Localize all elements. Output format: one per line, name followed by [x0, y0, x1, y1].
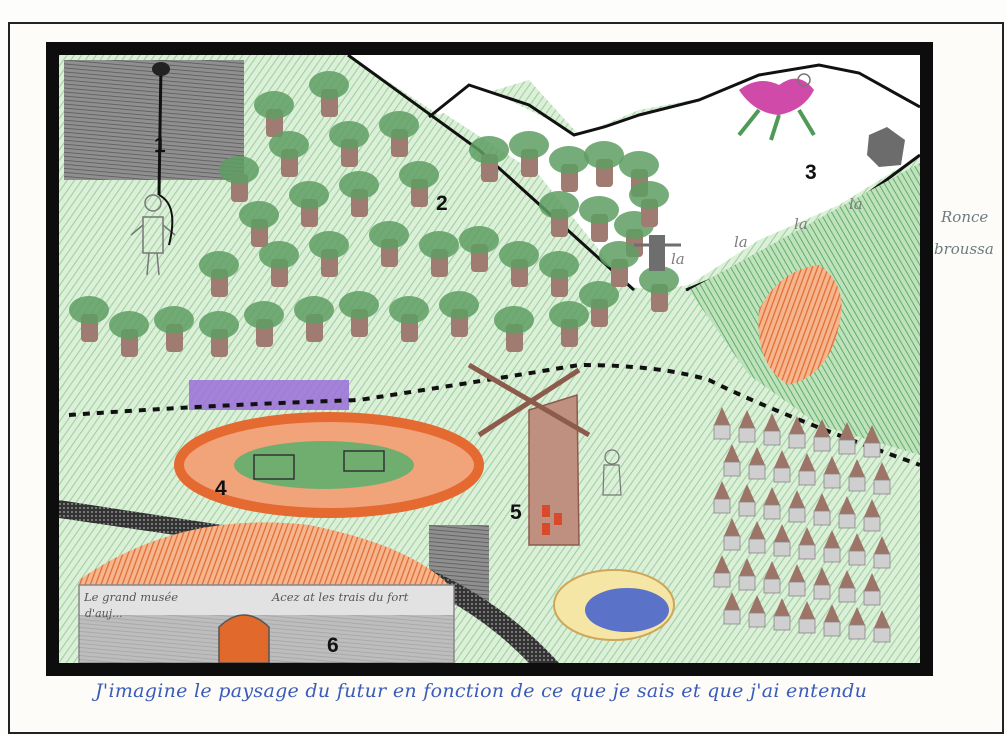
zone-number-2: 2: [436, 192, 448, 215]
landscape-drawing: [59, 55, 920, 663]
handwritten-caption: J'imagine le paysage du futur en fonction de ce que je sais et que j'ai entendu: [95, 680, 868, 702]
lala-text: la: [849, 195, 863, 213]
museum-sign-right: Acez at les trais du fort: [272, 590, 409, 604]
zone-number-6: 6: [327, 634, 339, 657]
zone-number-1: 1: [154, 134, 166, 157]
lala-text: la: [734, 233, 748, 251]
museum-door: [219, 615, 269, 663]
museum-sign: [84, 588, 469, 610]
margin-note-ronce: Ronce: [941, 208, 989, 226]
smoke-cloud: [64, 60, 244, 180]
drawing-frame: [46, 42, 933, 676]
zone-number-4: 4: [215, 477, 227, 500]
museum-sign-sub: d'auj...: [85, 607, 123, 620]
lala-text: la: [671, 250, 685, 268]
margin-note-broussa: broussa: [934, 240, 994, 258]
zone-number-5: 5: [510, 501, 522, 524]
balloon-top: [152, 62, 170, 76]
zone-number-3: 3: [805, 161, 817, 184]
lala-text: la: [794, 215, 808, 233]
football-pitch: [234, 441, 414, 489]
pond-water: [585, 588, 669, 632]
rope: [159, 65, 161, 195]
museum-sign-left: Le grand musée: [84, 590, 179, 604]
